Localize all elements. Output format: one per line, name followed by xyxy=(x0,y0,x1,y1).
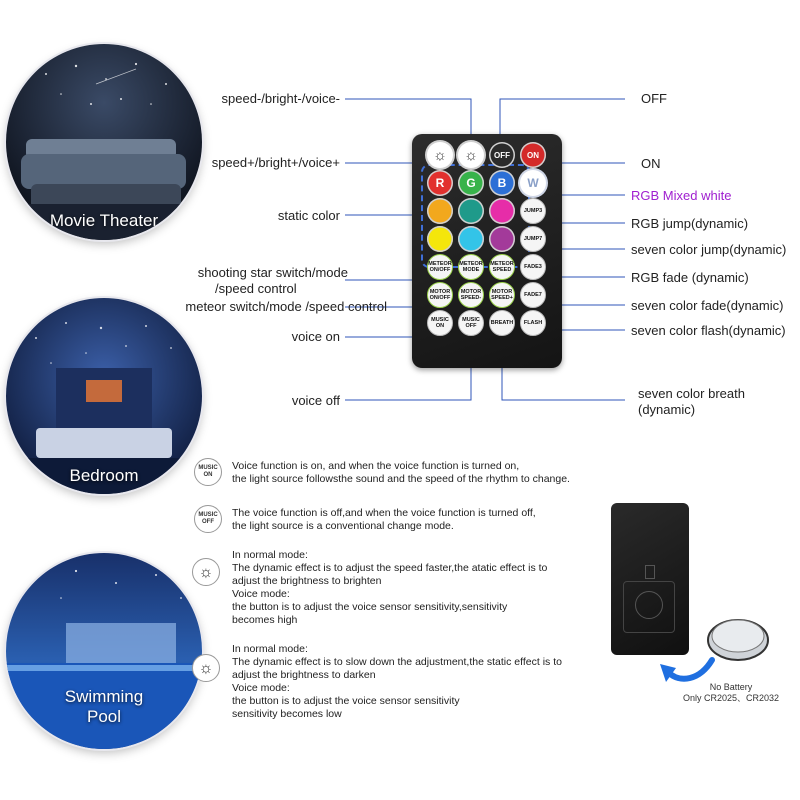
explanation-line: The dynamic effect is to slow down the adjustment,the static effect is to xyxy=(232,656,562,668)
explanation-speed-up xyxy=(232,549,547,627)
callout-off: OFF xyxy=(641,91,667,106)
music-on-icon xyxy=(194,458,222,486)
callout-shooting-star-line1: shooting star switch/mode xyxy=(197,265,348,280)
callout-on: ON xyxy=(641,156,661,171)
meteor-onoff-button[interactable] xyxy=(427,254,453,280)
magenta-color-button[interactable] xyxy=(489,198,515,224)
cyan-color-button[interactable] xyxy=(458,226,484,252)
teal-color-button[interactable] xyxy=(458,198,484,224)
callout-speed-down: speed-/bright-/voice- xyxy=(221,91,340,106)
red-button[interactable] xyxy=(427,170,453,196)
motor-speed-down-button[interactable] xyxy=(458,282,484,308)
callout-seven-breath-line2: (dynamic) xyxy=(638,402,696,417)
explanation-line: In normal mode: xyxy=(232,549,308,561)
explanation-line: Voice function is on, and when the voice function is turned on, xyxy=(232,460,520,472)
bedroom-scene xyxy=(6,298,202,494)
explanation-line: the button is to adjust the voice sensor sensitivity,sensitivity xyxy=(232,601,508,613)
brightness-down-icon xyxy=(192,654,220,682)
brightness-up-icon-glyph: ☼ xyxy=(198,563,214,581)
callout-rgb-jump: RGB jump(dynamic) xyxy=(631,216,749,231)
white-button-label: W xyxy=(527,176,539,190)
meteor-speed-label: METEOR SPEED xyxy=(490,261,514,273)
jump3-label: JUMP3 xyxy=(523,208,543,214)
jump3-button[interactable] xyxy=(520,198,546,224)
fade3-button[interactable] xyxy=(520,254,546,280)
explanation-line: the light source followsthe sound and the speed of the rhythm to change. xyxy=(232,473,570,485)
yellow-color-button[interactable] xyxy=(427,226,453,252)
explanation-music-on xyxy=(232,460,570,486)
callout-rgb-fade: RGB fade (dynamic) xyxy=(631,270,749,285)
battery-slot xyxy=(635,591,663,619)
meteor-speed-button[interactable] xyxy=(489,254,515,280)
music-off-button[interactable] xyxy=(458,310,484,336)
fade7-button[interactable] xyxy=(520,282,546,308)
explanation-music-off xyxy=(232,507,536,533)
bedroom-image xyxy=(6,298,202,494)
music-on-label: MUSIC ON xyxy=(431,317,449,329)
battery-note-line1: No Battery xyxy=(709,682,753,692)
callout-static-color: static color xyxy=(277,208,340,223)
purple-color-button[interactable] xyxy=(489,226,515,252)
on-button-label: ON xyxy=(527,150,539,160)
callout-speed-up: speed+/bright+/voice+ xyxy=(211,155,340,170)
explanation-line: the light source is a conventional change mode. xyxy=(232,520,454,532)
explanation-line: becomes high xyxy=(232,614,298,626)
meteor-mode-label: METEOR MODE xyxy=(459,261,483,273)
green-button-label: G xyxy=(466,176,476,190)
explanation-line: sensitivity becomes low xyxy=(232,708,342,720)
callout-seven-fade: seven color fade(dynamic) xyxy=(631,298,784,313)
movie-theater-label: Movie Theater xyxy=(49,211,159,230)
music-on-button[interactable] xyxy=(427,310,453,336)
jump7-label: JUMP7 xyxy=(523,236,543,242)
explanation-line: The dynamic effect is to adjust the speed faster,the atatic effect is to xyxy=(232,562,548,574)
swimming-pool-scene xyxy=(6,553,202,749)
motor-onoff-button[interactable] xyxy=(427,282,453,308)
callout-meteor: meteor switch/mode /speed control xyxy=(185,299,387,314)
speed-down-button[interactable] xyxy=(427,142,453,168)
explanation-line: Voice mode: xyxy=(232,588,290,600)
blue-button[interactable] xyxy=(489,170,515,196)
brightness-down-icon-glyph: ☼ xyxy=(198,659,214,677)
remote-back xyxy=(611,503,689,655)
label-sticker xyxy=(645,565,655,579)
meteor-mode-button[interactable] xyxy=(458,254,484,280)
callout-rgb-mixed-white: RGB Mixed white xyxy=(631,188,732,203)
battery-note xyxy=(676,682,786,704)
explanation-line: Voice mode: xyxy=(232,682,290,694)
brightness-up-icon xyxy=(192,558,220,586)
battery-note-line2: Only CR2025、CR2032 xyxy=(682,693,780,703)
brightness-down-icon: ☼ xyxy=(433,146,447,164)
coin-battery-icon xyxy=(708,620,768,660)
swimming-pool-label: Swimming Pool xyxy=(64,687,144,726)
fade3-label: FADE3 xyxy=(524,264,542,270)
white-button[interactable] xyxy=(520,170,546,196)
callout-seven-flash: seven color flash(dynamic) xyxy=(631,323,786,338)
explanation-line: adjust the brightness to brighten xyxy=(232,575,382,587)
music-on-icon-label: MUSIC ON xyxy=(198,465,218,478)
movie-theater-scene xyxy=(6,44,202,240)
motor-onoff-label: MOTOR ON/OFF xyxy=(429,289,451,301)
motor-speed-down-label: MOTOR SPEED- xyxy=(460,289,482,301)
flash-label: FLASH xyxy=(523,320,543,326)
callout-shooting-star-line2: /speed control xyxy=(215,281,297,296)
explanation-line: the button is to adjust the voice sensor sensitivity xyxy=(232,695,460,707)
off-button[interactable] xyxy=(489,142,515,168)
fade7-label: FADE7 xyxy=(524,292,542,298)
speed-up-button[interactable] xyxy=(458,142,484,168)
motor-speed-up-button[interactable] xyxy=(489,282,515,308)
music-off-label: MUSIC OFF xyxy=(462,317,480,329)
bedroom-label: Bedroom xyxy=(69,466,139,485)
blue-button-label: B xyxy=(497,176,507,190)
explanation-line: The voice function is off,and when the voice function is turned off, xyxy=(232,507,536,519)
meteor-onoff-label: METEOR ON/OFF xyxy=(428,261,452,273)
callout-voice-on: voice on xyxy=(291,329,340,344)
flash-button[interactable] xyxy=(520,310,546,336)
brightness-up-icon: ☼ xyxy=(464,146,478,164)
music-off-icon xyxy=(194,505,222,533)
jump7-button[interactable] xyxy=(520,226,546,252)
red-button-label: R xyxy=(435,176,445,190)
explanation-speed-down xyxy=(232,643,562,721)
callout-voice-off: voice off xyxy=(291,393,340,408)
remote-control xyxy=(412,134,562,368)
motor-speed-up-label: MOTOR SPEED+ xyxy=(491,289,513,301)
on-button[interactable] xyxy=(520,142,546,168)
breath-label: BREATH xyxy=(490,320,514,326)
music-off-icon-label: MUSIC OFF xyxy=(198,512,218,525)
explanation-line: In normal mode: xyxy=(232,643,308,655)
breath-button[interactable] xyxy=(489,310,515,336)
callout-seven-breath-line1: seven color breath xyxy=(638,386,745,401)
orange-color-button[interactable] xyxy=(427,198,453,224)
green-button[interactable] xyxy=(458,170,484,196)
callout-seven-jump: seven color jump(dynamic) xyxy=(631,242,787,257)
explanation-line: adjust the brightness to darken xyxy=(232,669,376,681)
insert-arrow-icon xyxy=(660,660,712,682)
off-button-label: OFF xyxy=(494,150,510,160)
